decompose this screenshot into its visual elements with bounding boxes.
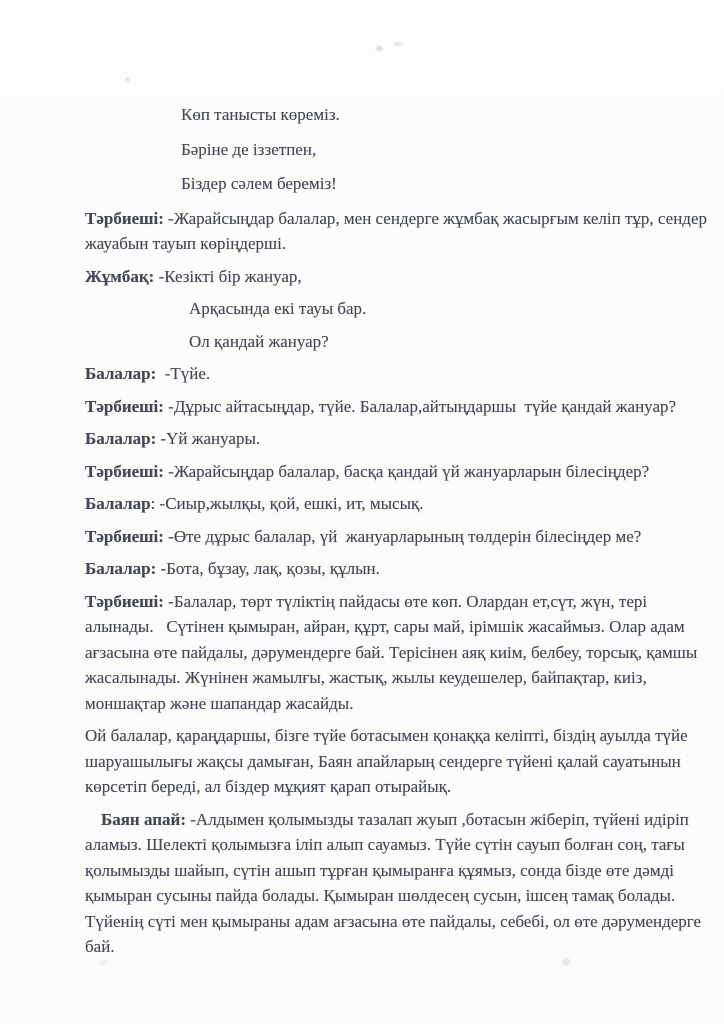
paragraph-text: Ой балалар, қараңдаршы, бізге түйе ботасымен қонаққа келіпті, біздің ауылда түйе шаруашылығы жақсы дамыған, Баян апайларың сендерге түйені қалай сауатынын көрсетіп береді, ал біздер мұқият қарап отырайық. bbox=[85, 726, 692, 796]
speaker-label: Балалар: bbox=[85, 559, 157, 578]
dialogue-paragraph-teacher-explanation bbox=[85, 589, 707, 717]
paragraph-text: -Жарайсыңдар балалар, басқа қандай үй жануарларын білесіңдер? bbox=[163, 461, 650, 481]
paragraph-text: -Жарайсыңдар балалар, мен сендерге жұмбақ жасырғым келіп тұр, сендер жауабын тауып көріңдерші. bbox=[85, 208, 712, 253]
riddle-line-3: Ол қандай жануар? bbox=[189, 331, 329, 351]
speaker-label: Балалар bbox=[85, 494, 151, 513]
scan-speck bbox=[125, 77, 130, 82]
scan-speck bbox=[393, 42, 402, 46]
speaker-label: Жұмбақ: bbox=[85, 266, 155, 286]
verse-line-2: Бәріне де іззетпен, bbox=[181, 139, 317, 159]
speaker-label: Тәрбиеші: bbox=[85, 591, 164, 611]
dialogue-paragraph-children-answer bbox=[85, 426, 707, 452]
dialogue-paragraph-teacher-riddle-intro bbox=[85, 206, 712, 257]
speaker-label: Баян апай: bbox=[101, 809, 187, 829]
dialogue-paragraph-riddle bbox=[85, 264, 707, 290]
speaker-label: Тәрбиеші: bbox=[85, 208, 164, 228]
paragraph-text: -Кезікті бір жануар, bbox=[154, 266, 302, 286]
paragraph-text: -Дұрыс айтасыңдар, түйе. Балалар,айтыңдаршы түйе қандай жануар? bbox=[163, 396, 677, 416]
speaker-label: Балалар: bbox=[85, 364, 157, 383]
speaker-label: Балалар: bbox=[85, 429, 157, 448]
narration-paragraph bbox=[85, 723, 707, 800]
speaker-label: Тәрбиеші: bbox=[85, 526, 164, 546]
speaker-label: Тәрбиеші: bbox=[85, 461, 164, 481]
dialogue-paragraph-bayan-apai bbox=[85, 807, 707, 960]
verse-line-1: Көп танысты көреміз. bbox=[181, 105, 340, 124]
document-content bbox=[85, 102, 712, 967]
dialogue-paragraph-teacher-question bbox=[85, 459, 707, 485]
dialogue-paragraph-teacher-question bbox=[85, 524, 707, 550]
speaker-label: Тәрбиеші: bbox=[85, 396, 164, 416]
paragraph-text: -Алдымен қолымызды тазалап жуып ,ботасын жіберіп, түйені идіріп аламыз. Шелекті қолымызға іліп алып сауамыз. Түйе сүтін сауып болған соң, тағы қолымызды шайып, сүтін ашып тұрған қымыранға құямыз, сонда бізде өте дәмді қымыран сусыны пайда болады. Қымыран шөлдесең сусын, ішсең тамақ болады. Түйенің сүті мен қымыраны адам ағзасына өте пайдалы, себебі, ол өте дәрумендерге бай. bbox=[85, 809, 706, 956]
scan-speck bbox=[376, 46, 383, 51]
riddle-line-2: Арқасында екі тауы бар. bbox=[189, 299, 367, 318]
dialogue-paragraph-children-answer bbox=[85, 556, 707, 582]
verse-line-3: Біздер сәлем береміз! bbox=[181, 174, 337, 193]
paragraph-text: -Бота, бұзау, лақ, қозы, құлын. bbox=[156, 559, 380, 578]
paragraph-text: -Түйе. bbox=[156, 364, 211, 383]
dialogue-paragraph-children-answer bbox=[85, 361, 707, 387]
paragraph-text: -Балалар, төрт түліктің пайдасы өте көп. Олардан ет,сүт, жүн, тері алынады. Сүтінен қымыран, айран, құрт, сары май, ірімшік жасаймыз. Олар адам ағзасына өте пайдалы, дәрумендерге бай. Терісінен аяқ киім, белбеу, торсық, қамшы жасалынады. Жүнінен жамылғы, жастық, жылы кеудешелер, байпақтар, киіз, моншақтар және шапандар жасайды. bbox=[85, 591, 702, 713]
paragraph-text: : -Сиыр,жылқы, қой, ешкі, ит, мысық. bbox=[150, 494, 424, 513]
dialogue-paragraph-teacher-question bbox=[85, 394, 707, 420]
paragraph-text: -Өте дұрыс балалар, үй жануарларының төлдерін білесіңдер ме? bbox=[163, 526, 642, 546]
dialogue-paragraph-children-answer bbox=[85, 491, 707, 517]
paragraph-text: -Үй жануары. bbox=[156, 429, 261, 448]
